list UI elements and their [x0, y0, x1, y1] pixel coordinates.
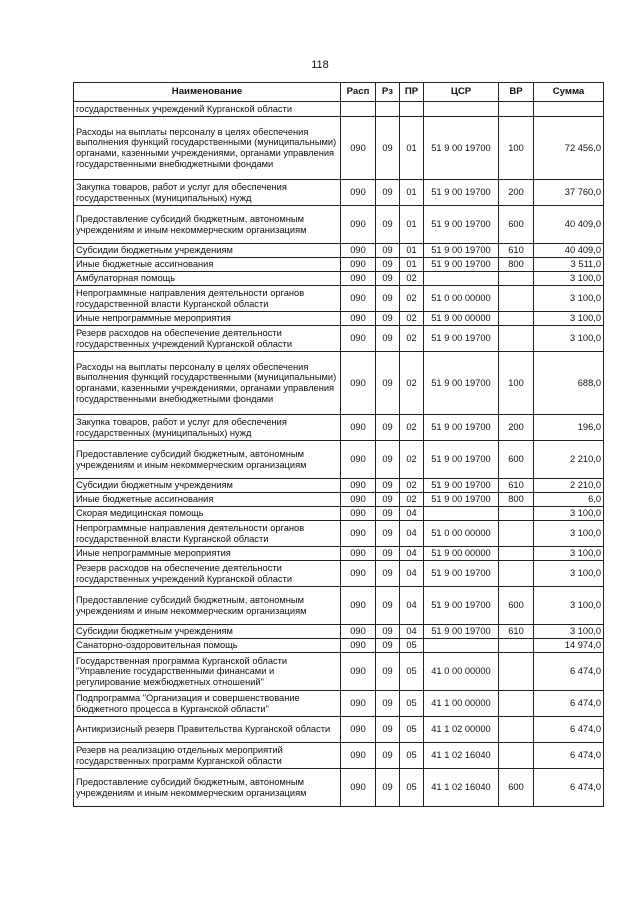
budget-table [73, 82, 604, 807]
cell-sum: 6 474,0 [534, 743, 604, 769]
cell-vr [499, 286, 534, 312]
cell-rz: 09 [376, 639, 400, 653]
cell-name: Закупка товаров, работ и услуг для обеспечения государственных (муниципальных) нужд [74, 180, 341, 206]
cell-pr: 05 [400, 691, 424, 717]
cell-vr: 600 [499, 587, 534, 625]
cell-rz: 09 [376, 521, 400, 547]
cell-sum: 6 474,0 [534, 691, 604, 717]
cell-csr: 51 9 00 19700 [424, 479, 499, 493]
cell-pr: 05 [400, 743, 424, 769]
cell-rasp: 090 [341, 117, 376, 180]
cell-pr: 04 [400, 587, 424, 625]
cell-csr: 51 9 00 19700 [424, 625, 499, 639]
cell-pr: 02 [400, 441, 424, 479]
cell-csr: 51 9 00 19700 [424, 326, 499, 352]
cell-pr: 05 [400, 769, 424, 807]
cell-rasp: 090 [341, 479, 376, 493]
cell-vr [499, 743, 534, 769]
table-row [74, 352, 604, 415]
cell-rasp: 090 [341, 769, 376, 807]
table-row [74, 521, 604, 547]
column-header-rz: Рз [376, 83, 400, 102]
cell-rasp: 090 [341, 493, 376, 507]
cell-pr: 04 [400, 625, 424, 639]
column-header-rasp: Расп [341, 83, 376, 102]
cell-sum: 688,0 [534, 352, 604, 415]
cell-pr: 02 [400, 479, 424, 493]
cell-rasp: 090 [341, 312, 376, 326]
column-header-csr: ЦСР [424, 83, 499, 102]
cell-rasp: 090 [341, 286, 376, 312]
cell-csr: 51 9 00 19700 [424, 117, 499, 180]
cell-rz: 09 [376, 258, 400, 272]
cell-rz: 09 [376, 206, 400, 244]
cell-name: Субсидии бюджетным учреждениям [74, 244, 341, 258]
table-row [74, 312, 604, 326]
table-row [74, 639, 604, 653]
table-row [74, 587, 604, 625]
cell-csr: 41 1 00 00000 [424, 691, 499, 717]
cell-name: государственных учреждений Курганской области [74, 102, 341, 117]
cell-name: Государственная программа Курганской области "Управление государственными финансами и регулирование межбюджетных отношений" [74, 653, 341, 691]
cell-sum: 6 474,0 [534, 769, 604, 807]
cell-vr [499, 507, 534, 521]
cell-rz: 09 [376, 441, 400, 479]
table-row [74, 625, 604, 639]
cell-sum [534, 102, 604, 117]
cell-rz: 09 [376, 117, 400, 180]
cell-rz: 09 [376, 244, 400, 258]
cell-csr [424, 639, 499, 653]
cell-rz: 09 [376, 415, 400, 441]
table-row [74, 561, 604, 587]
cell-rz: 09 [376, 547, 400, 561]
cell-csr: 51 9 00 00000 [424, 312, 499, 326]
cell-name: Санаторно-оздоровительная помощь [74, 639, 341, 653]
cell-csr: 41 1 02 16040 [424, 743, 499, 769]
cell-csr: 51 9 00 19700 [424, 415, 499, 441]
cell-rasp: 090 [341, 272, 376, 286]
cell-rz: 09 [376, 479, 400, 493]
cell-vr: 610 [499, 244, 534, 258]
cell-pr: 05 [400, 717, 424, 743]
cell-pr: 02 [400, 272, 424, 286]
cell-pr: 05 [400, 653, 424, 691]
cell-rasp: 090 [341, 691, 376, 717]
cell-rz: 09 [376, 625, 400, 639]
cell-pr: 04 [400, 521, 424, 547]
cell-vr [499, 561, 534, 587]
table-row [74, 479, 604, 493]
cell-name: Иные бюджетные ассигнования [74, 258, 341, 272]
cell-name: Закупка товаров, работ и услуг для обеспечения государственных (муниципальных) нужд [74, 415, 341, 441]
cell-pr: 04 [400, 547, 424, 561]
cell-rasp: 090 [341, 258, 376, 272]
cell-name: Предоставление субсидий бюджетным, автономным учреждениям и иным некоммерческим организациям [74, 206, 341, 244]
table-header [74, 83, 604, 102]
cell-vr: 800 [499, 258, 534, 272]
cell-name: Субсидии бюджетным учреждениям [74, 625, 341, 639]
column-header-vr: ВР [499, 83, 534, 102]
table-row [74, 180, 604, 206]
cell-name: Непрограммные направления деятельности органов государственной власти Курганской области [74, 286, 341, 312]
cell-sum: 3 100,0 [534, 521, 604, 547]
cell-rz: 09 [376, 352, 400, 415]
cell-csr: 51 9 00 00000 [424, 547, 499, 561]
cell-rz: 09 [376, 507, 400, 521]
cell-sum: 3 100,0 [534, 625, 604, 639]
cell-sum: 3 511,0 [534, 258, 604, 272]
cell-sum: 196,0 [534, 415, 604, 441]
cell-vr: 600 [499, 441, 534, 479]
cell-rasp: 090 [341, 352, 376, 415]
cell-rasp: 090 [341, 326, 376, 352]
cell-vr: 100 [499, 352, 534, 415]
table-row [74, 653, 604, 691]
cell-name: Иные бюджетные ассигнования [74, 493, 341, 507]
cell-pr: 02 [400, 326, 424, 352]
cell-name: Резерв на реализацию отдельных мероприятий государственных программ Курганской области [74, 743, 341, 769]
cell-vr: 200 [499, 180, 534, 206]
cell-name: Резерв расходов на обеспечение деятельности государственных учреждений Курганской области [74, 326, 341, 352]
cell-rz: 09 [376, 769, 400, 807]
table-row [74, 206, 604, 244]
table-row [74, 244, 604, 258]
cell-rz: 09 [376, 493, 400, 507]
cell-vr [499, 521, 534, 547]
cell-vr: 610 [499, 479, 534, 493]
column-header-name: Наименование [74, 83, 341, 102]
cell-pr: 01 [400, 180, 424, 206]
cell-rasp: 090 [341, 625, 376, 639]
table-row [74, 286, 604, 312]
cell-pr: 02 [400, 415, 424, 441]
cell-vr: 600 [499, 206, 534, 244]
cell-sum: 40 409,0 [534, 244, 604, 258]
cell-sum: 3 100,0 [534, 326, 604, 352]
cell-csr: 51 9 00 19700 [424, 493, 499, 507]
cell-vr [499, 717, 534, 743]
table-row [74, 547, 604, 561]
cell-name: Иные непрограммные мероприятия [74, 312, 341, 326]
table-row [74, 691, 604, 717]
column-header-pr: ПР [400, 83, 424, 102]
cell-sum: 37 760,0 [534, 180, 604, 206]
cell-name: Расходы на выплаты персоналу в целях обеспечения выполнения функций государственными (муниципальными) органами, казенными учреждениями, органами управления государственными внебюджетными фондами [74, 352, 341, 415]
cell-rz: 09 [376, 180, 400, 206]
cell-csr: 41 1 02 00000 [424, 717, 499, 743]
cell-vr [499, 312, 534, 326]
cell-vr: 200 [499, 415, 534, 441]
cell-sum: 3 100,0 [534, 507, 604, 521]
cell-rz: 09 [376, 717, 400, 743]
cell-rasp: 090 [341, 587, 376, 625]
table-body [74, 102, 604, 807]
cell-sum: 3 100,0 [534, 286, 604, 312]
cell-name: Предоставление субсидий бюджетным, автономным учреждениям и иным некоммерческим организациям [74, 769, 341, 807]
cell-vr: 610 [499, 625, 534, 639]
header-row [74, 83, 604, 102]
cell-csr: 51 9 00 19700 [424, 258, 499, 272]
cell-csr [424, 102, 499, 117]
cell-sum: 3 100,0 [534, 272, 604, 286]
cell-name: Резерв расходов на обеспечение деятельности государственных учреждений Курганской области [74, 561, 341, 587]
cell-rasp: 090 [341, 244, 376, 258]
cell-pr: 04 [400, 561, 424, 587]
cell-vr [499, 639, 534, 653]
cell-rasp: 090 [341, 180, 376, 206]
table-row [74, 272, 604, 286]
cell-name: Скорая медицинская помощь [74, 507, 341, 521]
page-number: 118 [311, 59, 329, 71]
cell-pr: 01 [400, 244, 424, 258]
cell-vr: 800 [499, 493, 534, 507]
cell-sum: 3 100,0 [534, 547, 604, 561]
cell-rasp: 090 [341, 206, 376, 244]
cell-rz: 09 [376, 561, 400, 587]
cell-pr: 02 [400, 286, 424, 312]
cell-vr [499, 653, 534, 691]
cell-vr [499, 272, 534, 286]
cell-pr: 01 [400, 117, 424, 180]
cell-pr: 02 [400, 312, 424, 326]
cell-csr: 51 0 00 00000 [424, 286, 499, 312]
cell-csr: 41 0 00 00000 [424, 653, 499, 691]
cell-name: Подпрограмма "Организация и совершенствование бюджетного процесса в Курганской области" [74, 691, 341, 717]
cell-sum: 6 474,0 [534, 653, 604, 691]
cell-rz: 09 [376, 743, 400, 769]
cell-csr: 51 9 00 19700 [424, 244, 499, 258]
cell-sum: 6,0 [534, 493, 604, 507]
cell-csr: 51 9 00 19700 [424, 352, 499, 415]
cell-rasp: 090 [341, 561, 376, 587]
cell-csr [424, 507, 499, 521]
cell-pr: 05 [400, 639, 424, 653]
table-row [74, 441, 604, 479]
cell-rz: 09 [376, 326, 400, 352]
table-row [74, 102, 604, 117]
table-row [74, 117, 604, 180]
cell-sum: 3 100,0 [534, 561, 604, 587]
cell-vr: 100 [499, 117, 534, 180]
cell-rasp: 090 [341, 521, 376, 547]
cell-name: Расходы на выплаты персоналу в целях обеспечения выполнения функций государственными (муниципальными) органами, казенными учреждениями, органами управления государственными внебюджетными фондами [74, 117, 341, 180]
cell-sum: 40 409,0 [534, 206, 604, 244]
cell-rz: 09 [376, 312, 400, 326]
cell-rz: 09 [376, 272, 400, 286]
cell-name: Иные непрограммные мероприятия [74, 547, 341, 561]
cell-rasp: 090 [341, 717, 376, 743]
cell-vr [499, 691, 534, 717]
cell-sum: 14 974,0 [534, 639, 604, 653]
cell-csr: 51 9 00 19700 [424, 587, 499, 625]
cell-rasp: 090 [341, 441, 376, 479]
cell-csr: 51 0 00 00000 [424, 521, 499, 547]
cell-csr: 51 9 00 19700 [424, 180, 499, 206]
cell-vr: 600 [499, 769, 534, 807]
cell-name: Предоставление субсидий бюджетным, автономным учреждениям и иным некоммерческим организациям [74, 587, 341, 625]
cell-pr: 02 [400, 352, 424, 415]
cell-csr: 51 9 00 19700 [424, 441, 499, 479]
cell-rasp: 090 [341, 547, 376, 561]
cell-sum: 2 210,0 [534, 441, 604, 479]
cell-rz: 09 [376, 587, 400, 625]
cell-sum: 3 100,0 [534, 312, 604, 326]
cell-pr [400, 102, 424, 117]
cell-csr: 51 9 00 19700 [424, 561, 499, 587]
cell-name: Субсидии бюджетным учреждениям [74, 479, 341, 493]
cell-rasp: 090 [341, 743, 376, 769]
cell-vr [499, 102, 534, 117]
table-row [74, 769, 604, 807]
cell-rasp: 090 [341, 507, 376, 521]
cell-pr: 01 [400, 206, 424, 244]
cell-sum: 2 210,0 [534, 479, 604, 493]
cell-rz: 09 [376, 286, 400, 312]
cell-vr [499, 326, 534, 352]
cell-name: Непрограммные направления деятельности органов государственной власти Курганской области [74, 521, 341, 547]
cell-name: Предоставление субсидий бюджетным, автономным учреждениям и иным некоммерческим организациям [74, 441, 341, 479]
cell-csr: 41 1 02 16040 [424, 769, 499, 807]
column-header-sum: Сумма [534, 83, 604, 102]
cell-sum: 6 474,0 [534, 717, 604, 743]
cell-pr: 04 [400, 507, 424, 521]
table-row [74, 743, 604, 769]
cell-rasp: 090 [341, 415, 376, 441]
table-row [74, 326, 604, 352]
table-row [74, 258, 604, 272]
cell-name: Амбулаторная помощь [74, 272, 341, 286]
cell-csr: 51 9 00 19700 [424, 206, 499, 244]
cell-pr: 02 [400, 493, 424, 507]
cell-rasp: 090 [341, 639, 376, 653]
cell-sum: 72 456,0 [534, 117, 604, 180]
cell-csr [424, 272, 499, 286]
cell-sum: 3 100,0 [534, 587, 604, 625]
table-row [74, 507, 604, 521]
table-row [74, 493, 604, 507]
table-row [74, 415, 604, 441]
cell-rasp [341, 102, 376, 117]
cell-name: Антикризисный резерв Правительства Курганской области [74, 717, 341, 743]
cell-rasp: 090 [341, 653, 376, 691]
cell-pr: 01 [400, 258, 424, 272]
cell-vr [499, 547, 534, 561]
cell-rz: 09 [376, 691, 400, 717]
cell-rz [376, 102, 400, 117]
cell-rz: 09 [376, 653, 400, 691]
table-row [74, 717, 604, 743]
